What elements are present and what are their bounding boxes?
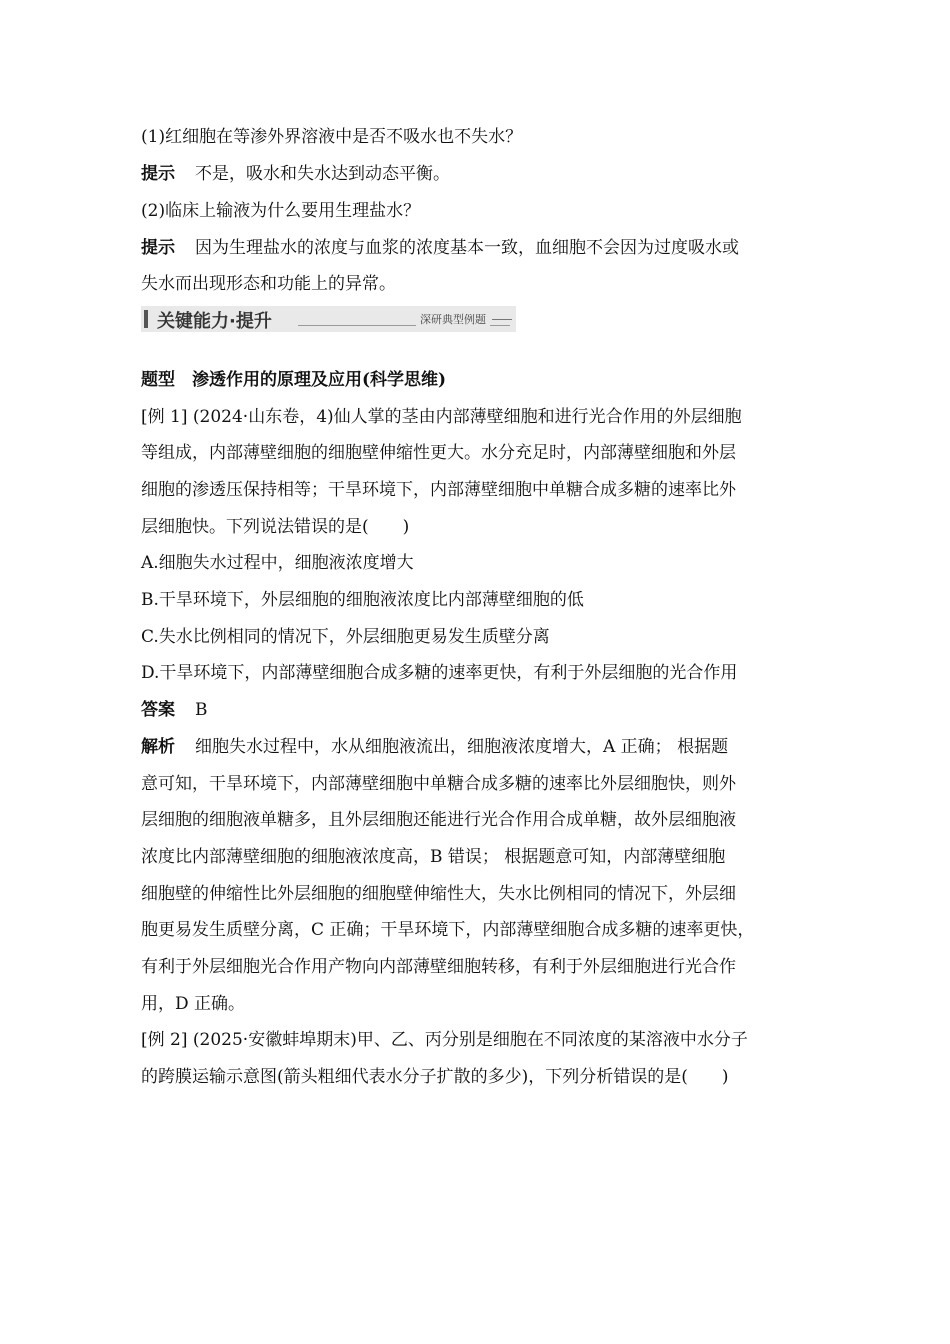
example-2-line: [141, 1028, 748, 1052]
analysis-line: 有利于外层细胞光合作用产物向内部薄壁细胞转移，有利于外层细胞进行光合作: [141, 957, 736, 977]
banner-subtitle: 深研典型例题: [416, 311, 490, 327]
banner-bar: [144, 310, 148, 328]
hint-1: [141, 162, 450, 186]
answer-label: 答案: [141, 700, 175, 720]
example-1-line: [141, 405, 742, 429]
option-a: A.细胞失水过程中，细胞液浓度增大: [141, 553, 414, 573]
example-label: [例 2]: [141, 1030, 188, 1050]
analysis-line: 浓度比内部薄壁细胞的细胞液浓度高，B 错误； 根据题意可知，内部薄壁细胞: [141, 847, 726, 867]
section-heading: 题型 渗透作用的原理及应用(科学思维): [141, 370, 447, 390]
analysis-line: [141, 735, 728, 759]
example-1-line: 细胞的渗透压保持相等；干旱环境下，内部薄壁细胞中单糖合成多糖的速率比外: [141, 480, 736, 500]
option-b: B.干旱环境下，外层细胞的细胞液浓度比内部薄壁细胞的低: [141, 590, 584, 610]
hint-label: 提示: [141, 164, 175, 184]
analysis-label: 解析: [141, 737, 175, 757]
example-text: (2025·安徽蚌埠期末)甲、乙、丙分别是细胞在不同浓度的某溶液中水分子: [192, 1030, 748, 1050]
hint-2: [141, 236, 739, 260]
option-d: D.干旱环境下，内部薄壁细胞合成多糖的速率更快，有利于外层细胞的光合作用: [141, 663, 738, 683]
hint-text: 不是，吸水和失水达到动态平衡。: [195, 164, 450, 184]
example-text: (2024·山东卷，4)仙人掌的茎由内部薄壁细胞和进行光合作用的外层细胞: [192, 407, 742, 427]
banner-tail-line: [492, 319, 512, 320]
analysis-line: 意可知，干旱环境下，内部薄壁细胞中单糖合成多糖的速率比外层细胞快，则外: [141, 774, 736, 794]
analysis-line: 用，D 正确。: [141, 994, 246, 1014]
section-banner: [141, 306, 516, 332]
example-1-line: 层细胞快。下列说法错误的是( ): [141, 517, 410, 537]
answer-value: B: [195, 700, 208, 720]
analysis-line: 细胞壁的伸缩性比外层细胞的细胞壁伸缩性大，失水比例相同的情况下，外层细: [141, 884, 736, 904]
question-1: (1)红细胞在等渗外界溶液中是否不吸水也不失水？: [141, 127, 523, 147]
answer-line: [141, 698, 208, 722]
hint-2-continued: 失水而出现形态和功能上的异常。: [141, 274, 396, 294]
example-1-line: 等组成，内部薄壁细胞的细胞壁伸缩性更大。水分充足时，内部薄壁细胞和外层: [141, 443, 736, 463]
banner-title: 关键能力·提升: [157, 311, 272, 332]
analysis-line: 胞更易发生质壁分离，C 正确；干旱环境下，内部薄壁细胞合成多糖的速率更快，: [141, 920, 755, 940]
analysis-text: 细胞失水过程中，水从细胞液流出，细胞液浓度增大，A 正确； 根据题: [195, 737, 729, 757]
question-2: (2)临床上输液为什么要用生理盐水？: [141, 201, 421, 221]
hint-label: 提示: [141, 238, 175, 258]
analysis-line: 层细胞的细胞液单糖多，且外层细胞还能进行光合作用合成单糖，故外层细胞液: [141, 810, 736, 830]
example-label: [例 1]: [141, 407, 188, 427]
hint-text: 因为生理盐水的浓度与血浆的浓度基本一致，血细胞不会因为过度吸水或: [195, 238, 739, 258]
option-c: C.失水比例相同的情况下，外层细胞更易发生质壁分离: [141, 627, 550, 647]
example-2-line: 的跨膜运输示意图(箭头粗细代表水分子扩散的多少)，下列分析错误的是( ): [141, 1067, 729, 1087]
